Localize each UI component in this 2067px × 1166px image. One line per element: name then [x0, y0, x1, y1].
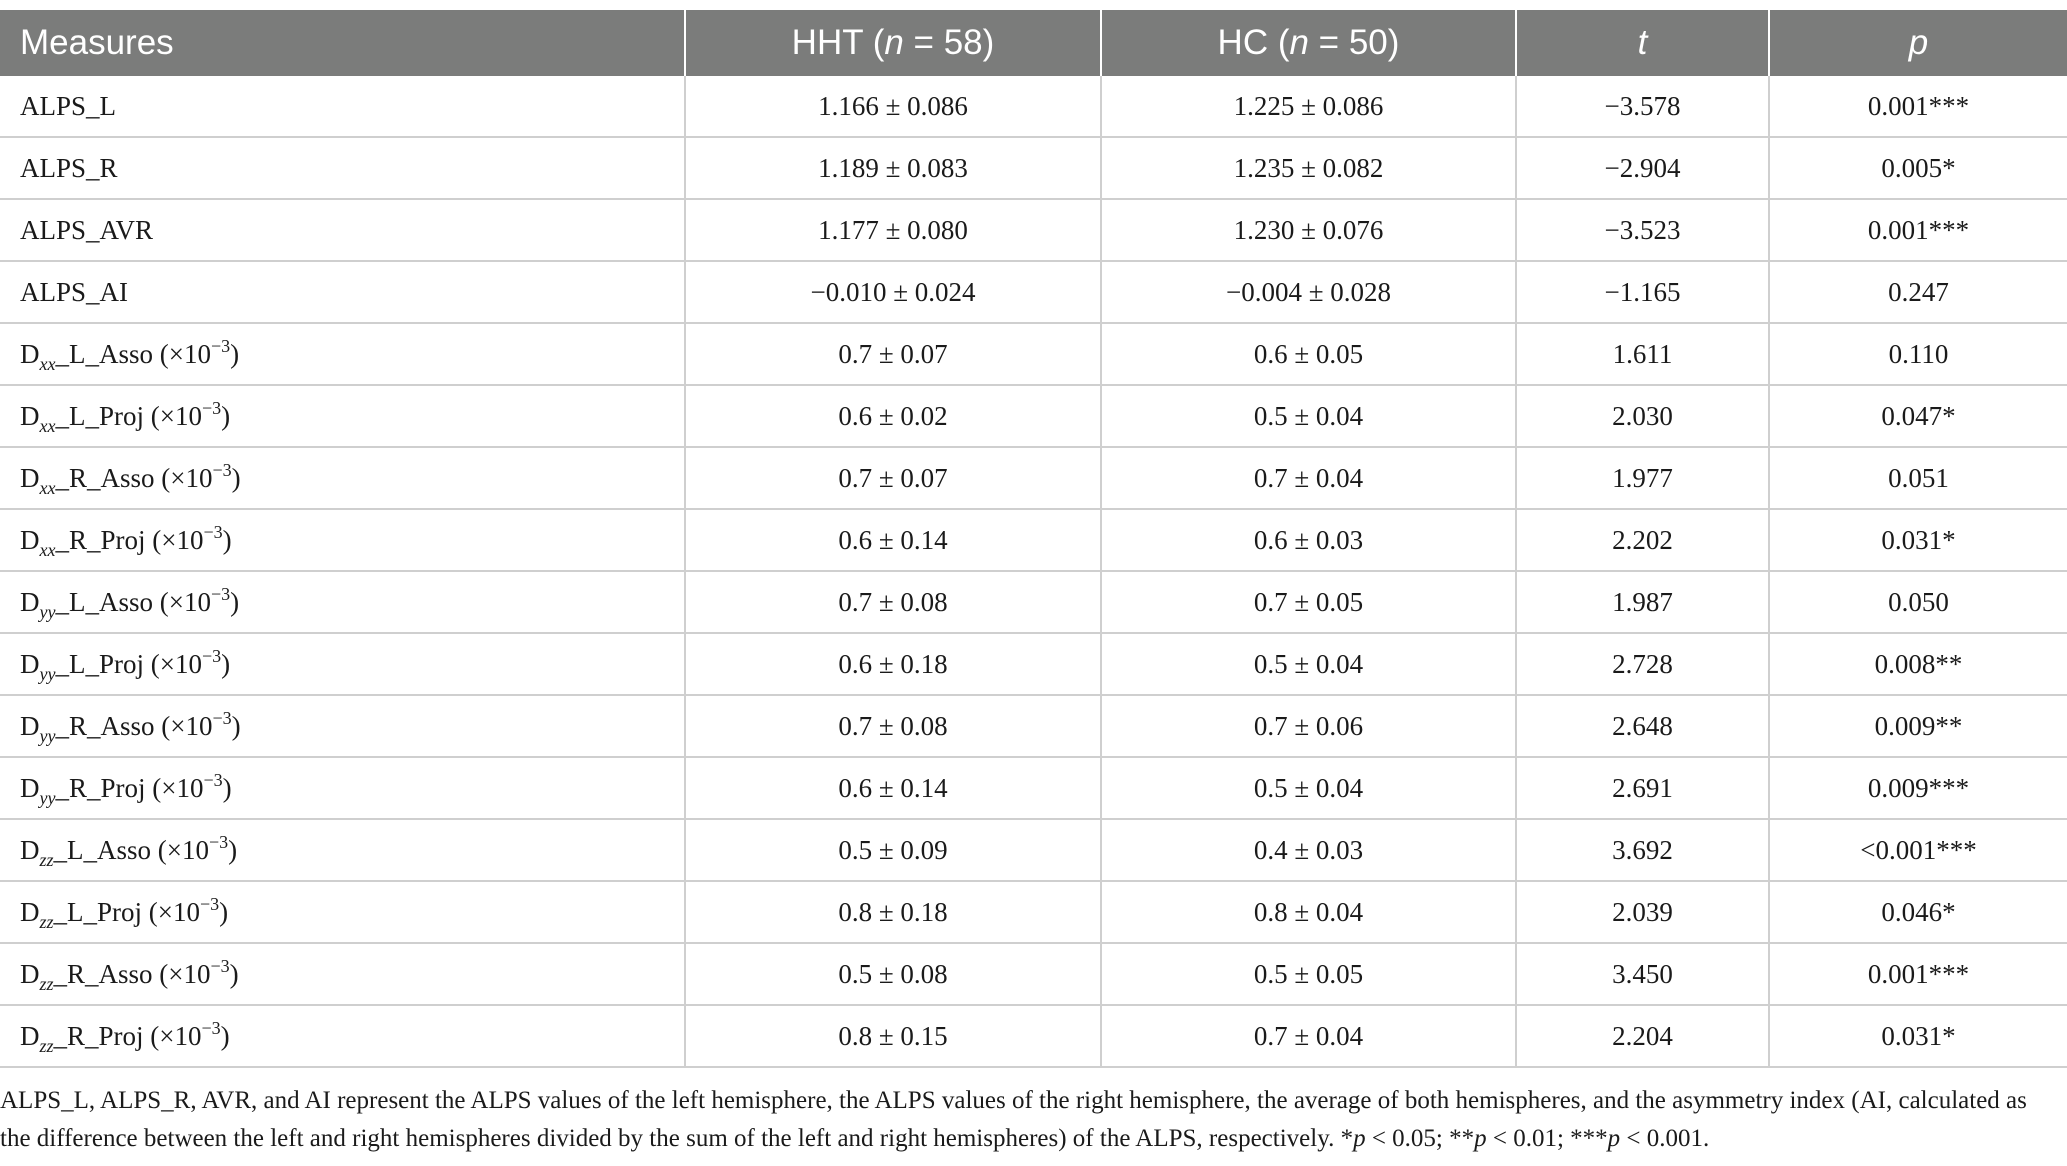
t-cell: 2.202 [1516, 509, 1769, 571]
p-cell: 0.247 [1769, 261, 2067, 323]
table-row [0, 757, 2067, 819]
table-row [0, 199, 2067, 261]
hc-cell: 0.8 ± 0.04 [1101, 881, 1516, 943]
table-footnote: ALPS_L, ALPS_R, AVR, and AI represent the ALPS values of the left hemisphere, the ALPS values of the right hemisphere, the average of both hemispheres, and the asymmetry index (AI, calculated as the difference between the left and right hemispheres divided by the sum of the left and right hemispheres) of the ALPS, respectively. *p < 0.05; **p < 0.01; ***p < 0.001. [0, 1087, 2027, 1152]
p-cell: 0.001*** [1769, 943, 2067, 1005]
hc-cell: 0.7 ± 0.06 [1101, 695, 1516, 757]
measure-cell: ALPS_R [0, 137, 685, 199]
hht-cell: 0.6 ± 0.14 [685, 509, 1101, 571]
table-row [0, 447, 2067, 509]
header-hht: HHT (n = 58) [685, 10, 1101, 76]
table-row [0, 385, 2067, 447]
measure-cell: $D_{xx}\_R\_Asso$ $(\times 10^{-3})$ [0, 447, 685, 509]
hc-cell: 0.6 ± 0.05 [1101, 323, 1516, 385]
t-cell: 2.728 [1516, 633, 1769, 695]
table-row [0, 695, 2067, 757]
hc-cell: −0.004 ± 0.028 [1101, 261, 1516, 323]
hht-cell: 1.189 ± 0.083 [685, 137, 1101, 199]
hc-cell: 0.7 ± 0.04 [1101, 447, 1516, 509]
hht-cell: 0.7 ± 0.08 [685, 571, 1101, 633]
table-row [0, 571, 2067, 633]
t-cell: 3.450 [1516, 943, 1769, 1005]
hc-cell: 0.5 ± 0.04 [1101, 633, 1516, 695]
table-header [0, 10, 2067, 76]
hc-cell: 0.5 ± 0.04 [1101, 385, 1516, 447]
p-cell: 0.008** [1769, 633, 2067, 695]
table-row [0, 1005, 2067, 1067]
t-cell: −3.578 [1516, 76, 1769, 137]
measure-cell: $D_{xx}\_L\_Proj$ $(\times 10^{-3})$ [0, 385, 685, 447]
t-cell: 2.204 [1516, 1005, 1769, 1067]
hht-cell: 0.6 ± 0.18 [685, 633, 1101, 695]
table-row [0, 323, 2067, 385]
t-cell: 1.611 [1516, 323, 1769, 385]
hht-cell: 1.166 ± 0.086 [685, 76, 1101, 137]
t-cell: −3.523 [1516, 199, 1769, 261]
p-cell: 0.009** [1769, 695, 2067, 757]
measure-cell: ALPS_AVR [0, 199, 685, 261]
measure-cell: $D_{xx}\_R\_Proj$ $(\times 10^{-3})$ [0, 509, 685, 571]
header-p: p [1769, 10, 2067, 76]
hht-cell: 0.7 ± 0.07 [685, 323, 1101, 385]
hht-cell: 0.6 ± 0.02 [685, 385, 1101, 447]
measure-cell: $D_{zz}\_L\_Asso$ $(\times 10^{-3})$ [0, 819, 685, 881]
table-row [0, 261, 2067, 323]
hht-cell: 0.8 ± 0.18 [685, 881, 1101, 943]
table-row [0, 137, 2067, 199]
p-cell: 0.110 [1769, 323, 2067, 385]
p-cell: 0.001*** [1769, 76, 2067, 137]
p-cell: 0.046* [1769, 881, 2067, 943]
header-t: t [1516, 10, 1769, 76]
table-row [0, 509, 2067, 571]
table-body [0, 76, 2067, 1067]
measure-cell: $D_{zz}\_L\_Proj$ $(\times 10^{-3})$ [0, 881, 685, 943]
measure-cell: $D_{zz}\_R\_Asso$ $(\times 10^{-3})$ [0, 943, 685, 1005]
hc-cell: 1.225 ± 0.086 [1101, 76, 1516, 137]
p-cell: 0.047* [1769, 385, 2067, 447]
hc-cell: 0.5 ± 0.04 [1101, 757, 1516, 819]
table-row [0, 943, 2067, 1005]
p-cell: 0.001*** [1769, 199, 2067, 261]
measure-cell: $D_{yy}\_R\_Asso$ $(\times 10^{-3})$ [0, 695, 685, 757]
measure-cell: $D_{zz}\_R\_Proj$ $(\times 10^{-3})$ [0, 1005, 685, 1067]
p-cell: 0.031* [1769, 509, 2067, 571]
t-cell: 3.692 [1516, 819, 1769, 881]
p-cell: 0.031* [1769, 1005, 2067, 1067]
table-row [0, 633, 2067, 695]
t-cell: 2.691 [1516, 757, 1769, 819]
hht-cell: 0.8 ± 0.15 [685, 1005, 1101, 1067]
hht-cell: 0.7 ± 0.07 [685, 447, 1101, 509]
hc-cell: 0.7 ± 0.04 [1101, 1005, 1516, 1067]
t-cell: −2.904 [1516, 137, 1769, 199]
p-cell: 0.005* [1769, 137, 2067, 199]
hc-cell: 0.4 ± 0.03 [1101, 819, 1516, 881]
t-cell: 1.987 [1516, 571, 1769, 633]
header-measures: Measures [0, 10, 685, 76]
header-hc: HC (n = 50) [1101, 10, 1516, 76]
hht-cell: −0.010 ± 0.024 [685, 261, 1101, 323]
hht-cell: 1.177 ± 0.080 [685, 199, 1101, 261]
t-cell: 2.648 [1516, 695, 1769, 757]
hc-cell: 1.235 ± 0.082 [1101, 137, 1516, 199]
measure-cell: ALPS_L [0, 76, 685, 137]
t-cell: −1.165 [1516, 261, 1769, 323]
t-cell: 2.039 [1516, 881, 1769, 943]
results-table-container [0, 10, 2067, 1068]
results-table [0, 10, 2067, 1068]
measure-cell: ALPS_AI [0, 261, 685, 323]
table-row [0, 76, 2067, 137]
hc-cell: 0.6 ± 0.03 [1101, 509, 1516, 571]
t-cell: 1.977 [1516, 447, 1769, 509]
p-cell: 0.051 [1769, 447, 2067, 509]
hc-cell: 1.230 ± 0.076 [1101, 199, 1516, 261]
p-cell: <0.001*** [1769, 819, 2067, 881]
measure-cell: $D_{yy}\_L\_Proj$ $(\times 10^{-3})$ [0, 633, 685, 695]
measure-cell: $D_{yy}\_R\_Proj$ $(\times 10^{-3})$ [0, 757, 685, 819]
table-row [0, 819, 2067, 881]
header-row [0, 10, 2067, 76]
measure-cell: $D_{yy}\_L\_Asso$ $(\times 10^{-3})$ [0, 571, 685, 633]
measure-cell: $D_{xx}\_L\_Asso$ $(\times 10^{-3})$ [0, 323, 685, 385]
p-cell: 0.050 [1769, 571, 2067, 633]
hht-cell: 0.6 ± 0.14 [685, 757, 1101, 819]
t-cell: 2.030 [1516, 385, 1769, 447]
hht-cell: 0.5 ± 0.09 [685, 819, 1101, 881]
table-row [0, 881, 2067, 943]
hht-cell: 0.5 ± 0.08 [685, 943, 1101, 1005]
hht-cell: 0.7 ± 0.08 [685, 695, 1101, 757]
hc-cell: 0.5 ± 0.05 [1101, 943, 1516, 1005]
p-cell: 0.009*** [1769, 757, 2067, 819]
hc-cell: 0.7 ± 0.05 [1101, 571, 1516, 633]
